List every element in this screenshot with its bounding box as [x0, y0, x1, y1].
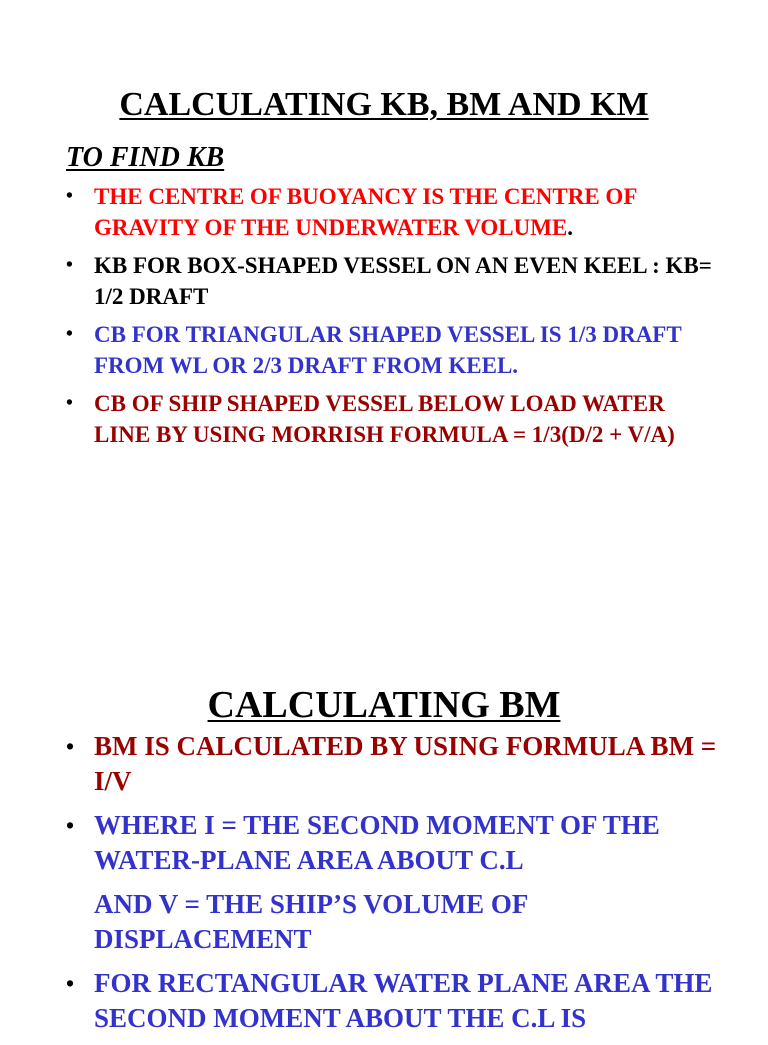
bullet-item — [66, 966, 746, 1036]
bullet-dot: • — [66, 324, 73, 345]
bullet-item — [66, 729, 746, 799]
bullet-dot: • — [66, 971, 75, 996]
bullet-item — [66, 181, 726, 243]
bullet-item — [66, 250, 726, 312]
bullet-text: BM IS CALCULATED BY USING FORMULA BM = I/V — [94, 731, 717, 796]
slide-title: CALCULATING BM — [207, 684, 561, 727]
bullet-dot: • — [66, 255, 73, 276]
bullet-dot: • — [66, 393, 73, 414]
bullet-item — [66, 319, 726, 381]
bullet-text: CB FOR TRIANGULAR SHAPED VESSEL IS 1/3 DRAFT FROM WL OR 2/3 DRAFT FROM KEEL. — [94, 322, 682, 378]
bullet-text: WHERE I = THE SECOND MOMENT OF THE WATER-PLANE AREA ABOUT C.L — [94, 810, 660, 875]
bullet-text: CB OF SHIP SHAPED VESSEL BELOW LOAD WATER LINE BY USING MORRISH FORMULA = 1/3(D/2 + V/A) — [94, 391, 675, 447]
bullet-text: KB FOR BOX-SHAPED VESSEL ON AN EVEN KEEL : KB= 1/2 DRAFT — [94, 253, 712, 309]
bullet-text: THE CENTRE OF BUOYANCY IS THE CENTRE OF GRAVITY OF THE UNDERWATER VOLUME — [94, 184, 637, 240]
bullet-dot: • — [66, 734, 75, 759]
bullet-text: FOR RECTANGULAR WATER PLANE AREA THE SECOND MOMENT ABOUT THE C.L IS — [94, 968, 713, 1033]
slide-title: CALCULATING KB, BM AND KM — [119, 85, 649, 123]
section-subheading: TO FIND KB — [66, 142, 225, 173]
bullet-item — [66, 388, 726, 450]
bullet-suffix: . — [567, 215, 574, 240]
bullet-list — [66, 181, 726, 457]
bullet-dot: • — [66, 813, 75, 838]
bullet-dot: • — [66, 186, 73, 207]
slide-bm — [0, 640, 768, 1033]
bullet-continuation: AND V = THE SHIP’S VOLUME OF DISPLACEMENT — [94, 889, 528, 954]
bullet-list — [66, 729, 746, 1045]
bullet-item — [66, 808, 746, 878]
